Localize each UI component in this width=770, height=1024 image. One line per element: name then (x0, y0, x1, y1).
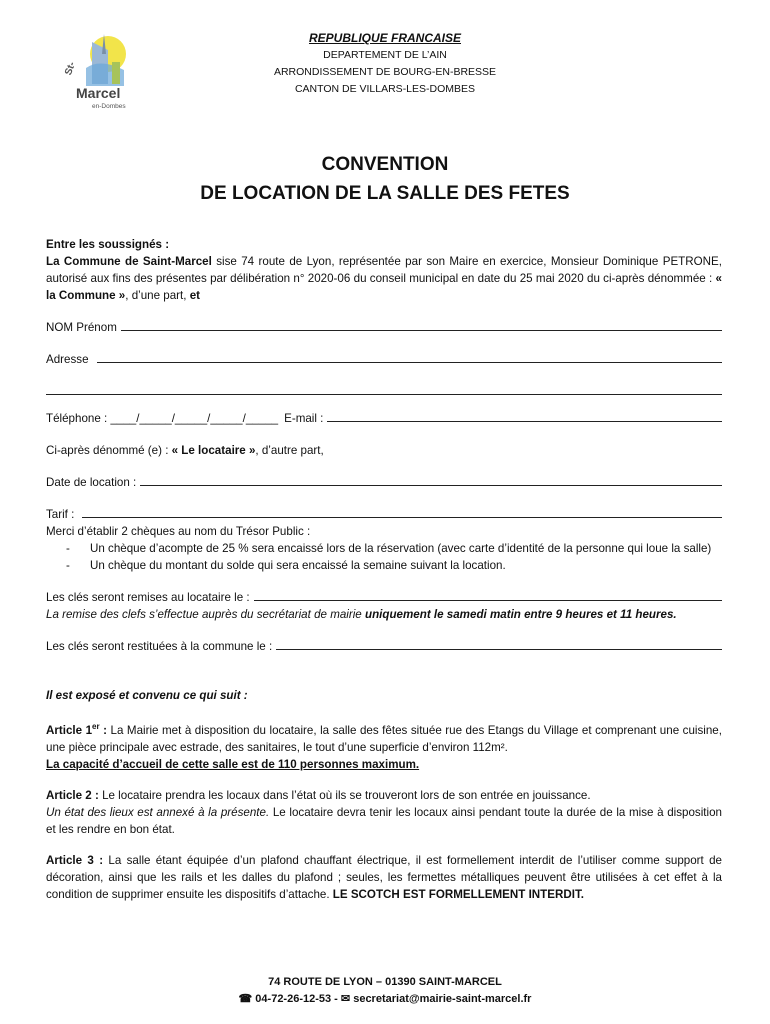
field-nom[interactable]: NOM Prénom (46, 319, 722, 336)
footer-address: 74 ROUTE DE LYON – 01390 SAINT-MARCEL (268, 976, 502, 988)
article-1: Article 1er : La Mairie met à disposition du locataire, la salle des fêtes située rue des Etangs du Village et comprenant une cuisine, une pièce principale avec estrade, des sanitaires, le tout d’une superficie d’environ 112m². (46, 722, 722, 754)
field-telephone[interactable]: Téléphone : ____/_____/_____/_____/_____ E-mail : (46, 410, 722, 427)
arrondissement-line: ARRONDISSEMENT DE BOURG-EN-BRESSE (273, 66, 497, 78)
payment-intro: Merci d’établir 2 chèques au nom du Trésor Public : (46, 525, 311, 538)
tarif-blank[interactable] (82, 506, 722, 518)
article-1-capacity: La capacité d’accueil de cette salle est de 110 personnes maximum. (46, 757, 420, 771)
logo-letters: Marcel (76, 85, 121, 101)
date-blank[interactable] (140, 474, 722, 486)
remise-blank[interactable] (254, 589, 722, 601)
footer-phone: 04-72-26-12-53 - (255, 993, 338, 1005)
title-line-2: DE LOCATION DE LA SALLE DES FETES (200, 183, 570, 204)
mail-icon: ✉ (340, 993, 351, 1005)
footer (0, 974, 770, 1008)
footer-contact (0, 991, 770, 1008)
list-item: - Un chèque du montant du solde qui sera encaissé la semaine suivant la location. (66, 557, 722, 574)
nom-blank[interactable] (121, 319, 722, 331)
telephone-icon: ☎ (238, 993, 253, 1005)
keys-note: La remise des clefs s’effectue auprès du secrétariat de mairie uniquement le samedi matin entre 9 heures et 11 heures. (46, 608, 677, 621)
restitution-blank[interactable] (276, 638, 722, 650)
document-body (46, 236, 722, 903)
article-3: Article 3 : La salle étant équipée d’un plafond chauffant électrique, il est formellement interdit de l’utiliser comme support de décoration, ainsi que les rails et les dalles du plafond ; seules, les fermettes métalliques peuvent être utilisées à cet effet à la condition de supprimer ensuite les dispositifs d’attache. LE SCOTCH EST FORMELLEMENT INTERDIT. (46, 853, 722, 901)
field-date[interactable]: Date de location : (46, 474, 722, 491)
intro-heading: Entre les soussignés : (46, 238, 170, 251)
email-blank[interactable] (327, 410, 722, 422)
list-item: - Un chèque d’acompte de 25 % sera encaissé lors de la réservation (avec carte d’identité de la personne qui loue la salle) (66, 540, 722, 557)
locataire-designation: Ci-après dénommé (e) : « Le locataire », d’autre part, (46, 444, 324, 457)
field-adresse[interactable]: Adresse (46, 351, 722, 368)
logo-subletters: en-Dombes (92, 103, 126, 110)
republic-heading: REPUBLIQUE FRANCAISE (308, 31, 461, 45)
footer-email[interactable]: secretariat@mairie-saint-marcel.fr (353, 993, 532, 1005)
field-adresse-2[interactable] (46, 383, 722, 395)
article-2: Article 2 : Le locataire prendra les locaux dans l’état où ils se trouveront lors de son entrée en jouissance. Un état des lieux est annexé à la présente. Le locataire devra tenir les locaux ainsi pendant toute la durée de la mise à disposition et les rendre en bon état. (46, 788, 722, 836)
intro-paragraph: La Commune de Saint-Marcel sise 74 route de Lyon, représentée par son Maire en exercice, Monsieur Dominique PETRONE, autorisé aux fins des présentes par délibération n° 2020-06 du conseil municipal en date du 25 mai 2020 du ci-après dénommée : « la Commune », d’une part, et (46, 255, 722, 302)
document-title (0, 150, 770, 208)
payment-list (46, 540, 722, 574)
letterhead (0, 30, 770, 98)
title-line-1: CONVENTION (321, 154, 449, 175)
field-remise[interactable]: Les clés seront remises au locataire le : (46, 589, 722, 606)
department-line: DEPARTEMENT DE L’AIN (323, 49, 447, 61)
field-tarif[interactable]: Tarif : (46, 506, 722, 523)
logo-letters-st: St- (63, 60, 79, 77)
field-restitution[interactable]: Les clés seront restituées à la commune le : (46, 638, 722, 655)
expose-heading: Il est exposé et convenu ce qui suit : (46, 689, 248, 702)
adresse-blank[interactable] (97, 351, 722, 363)
canton-line: CANTON DE VILLARS-LES-DOMBES (294, 83, 476, 95)
adresse-blank-2[interactable] (46, 383, 722, 395)
